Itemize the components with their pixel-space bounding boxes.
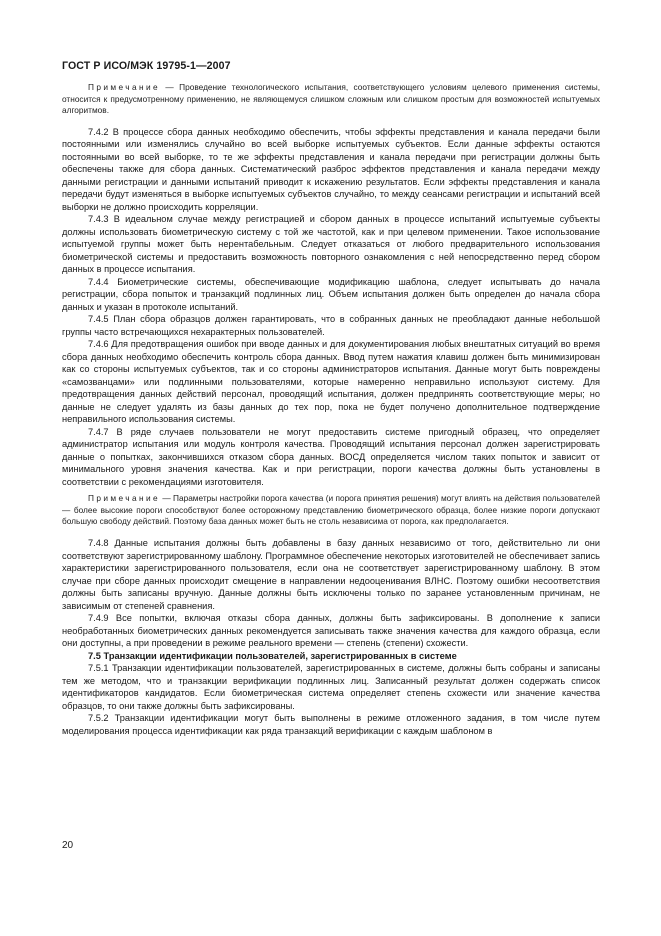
note-label: Примечание bbox=[88, 82, 161, 92]
paragraph-7-4-3: 7.4.3 В идеальном случае между регистрацией и сбором данных в процессе испытаний испытуемые субъекты должны использовать биометрическую систему с той же частотой, как и при целевом применении. Такое использование испытуемой группы может быть нерентабельным. Следует отказаться от любого предварительного использования биометрической системы и предоставить возможность повторного ознакомления с ней непосредственно перед сбором данных в процессе испытания. bbox=[62, 214, 600, 275]
note-text: — Проведение технологического испытания, соответствующего условиям целевого применения системы, относится к предусмотренному применению, не являющемуся слишком сложным или слишком простым для возможностей испытуемых алгоритмов. bbox=[62, 82, 600, 116]
page-number: 20 bbox=[62, 840, 74, 851]
page-content bbox=[62, 82, 600, 737]
paragraph-7-5-2: 7.5.2 Транзакции идентификации могут быть выполнены в режиме отложенного задания, в том числе путем моделирования процесса идентификации как ряда транзакций верификации с каждым шаблоном в bbox=[62, 713, 600, 736]
note-paragraph bbox=[62, 82, 600, 117]
paragraph-7-4-6: 7.4.6 Для предотвращения ошибок при вводе данных и для документирования любых внештатных ситуаций во время сбора данных необходимо обеспечить контроль сбора данных. Ввод путем нажатия клавиш должен быть минимизирован как со стороны испытуемых субъектов, так и со стороны администраторов испытания. Данные могут быть повреждены «самозванцами» или подлинными пользователями, которые намеренно неправильно используют систему. Для предотвращения данных действий персонал, проводящий испытания, должен предпринять соответствующие меры; но данные не следует удалять из базы данных до тех пор, пока не будет получено дополнительное подтверждение неправильного использования системы. bbox=[62, 339, 600, 425]
paragraph-7-4-5: 7.4.5 План сбора образцов должен гарантировать, что в собранных данных не преобладают данные небольшой группы часто встречающихся нехарактерных пользователей. bbox=[62, 314, 600, 337]
section-heading-7-5: 7.5 Транзакции идентификации пользователей, зарегистрированных в системе bbox=[88, 650, 457, 661]
document-header: ГОСТ Р ИСО/МЭК 19795-1—2007 bbox=[62, 60, 231, 72]
note-text: — Параметры настройки порога качества (и порога принятия решения) могут влиять на действия пользователей — более высокие пороги способствуют более осторожному представлению биометрического образца, более низкие пороги допускают большую свободу действий. Поэтому база данных может быть не столь независима от порога, как предполагается. bbox=[62, 493, 600, 527]
paragraph-7-5-1: 7.5.1 Транзакции идентификации пользователей, зарегистрированных в системе, должны быть собраны и записаны тем же методом, что и транзакции верификации подлинных лиц. Записанный результат должен содержать список идентификаторов кандидатов. Если биометрическая система определяет степень схожести или значение качества образцов, то они также должны быть зафиксированы. bbox=[62, 663, 600, 711]
paragraph-7-4-7: 7.4.7 В ряде случаев пользователи не могут предоставить системе пригодный образец, что определяет администратор испытания или модуль контроля качества. Проводящий испытания персонал должен зарегистрировать данные о попытках, закончившихся отказом сбора данных. ВОСД определяется числом таких попыток и зависит от минимального уровня значения качества. Как и при регистрации, пороги качества должны быть установлены в соответствии с рекомендациями изготовителя. bbox=[62, 426, 600, 487]
note-paragraph bbox=[62, 493, 600, 528]
paragraph-7-4-9: 7.4.9 Все попытки, включая отказы сбора данных, должны быть зафиксированы. В дополнение к записи необработанных биометрических данных рекомендуется записывать также значения качества для каждого образца, если они доступны, а при проведении в режиме реального времени — степень (степени) схожести. bbox=[62, 613, 600, 649]
paragraph-7-4-4: 7.4.4 Биометрические системы, обеспечивающие модификацию шаблона, следует испытывать до начала регистрации, сбора попыток и транзакций подлинных лиц. Объем испытания должен быть определен до начала сбора данных и указан в протоколе испытаний. bbox=[62, 276, 600, 312]
paragraph-7-4-2: 7.4.2 В процессе сбора данных необходимо обеспечить, чтобы эффекты представления и канала передачи были постоянными или изменялись случайно во всей выборке испытуемых субъектов. Если данные эффекты остаются постоянными во всей выборке, то те же эффекты представления и канала передачи при регистрации должны быть обеспечены также для сбора данных. Систематический разброс эффектов представления и канала передачи между данными регистрации и данными испытаний приводит к искажению результатов. Если эффекты представления и канала передачи будут изменяться в выборке испытуемых субъектов случайно, то между сеансами регистрации и испытаний всей выборки не должно происходить корреляции. bbox=[62, 126, 600, 212]
note-label: Примечание bbox=[88, 493, 161, 504]
paragraph-7-4-8: 7.4.8 Данные испытания должны быть добавлены в базу данных независимо от того, действительно ли они соответствуют зарегистрированному шаблону. Программное обеспечение некоторых изготовителей не обеспечивает запись характеристики зарегистрированного пользователя, если она не соответствует зарегистрированному шаблону. В этом случае при сборе данных происходит смещение в направлении недооценивания ВЛНС. Поэтому ошибки несоответствия должны быть записаны вручную. Данные должны быть исключены только по заранее установленным причинам, не зависимым от степеней сравнения. bbox=[62, 538, 600, 611]
